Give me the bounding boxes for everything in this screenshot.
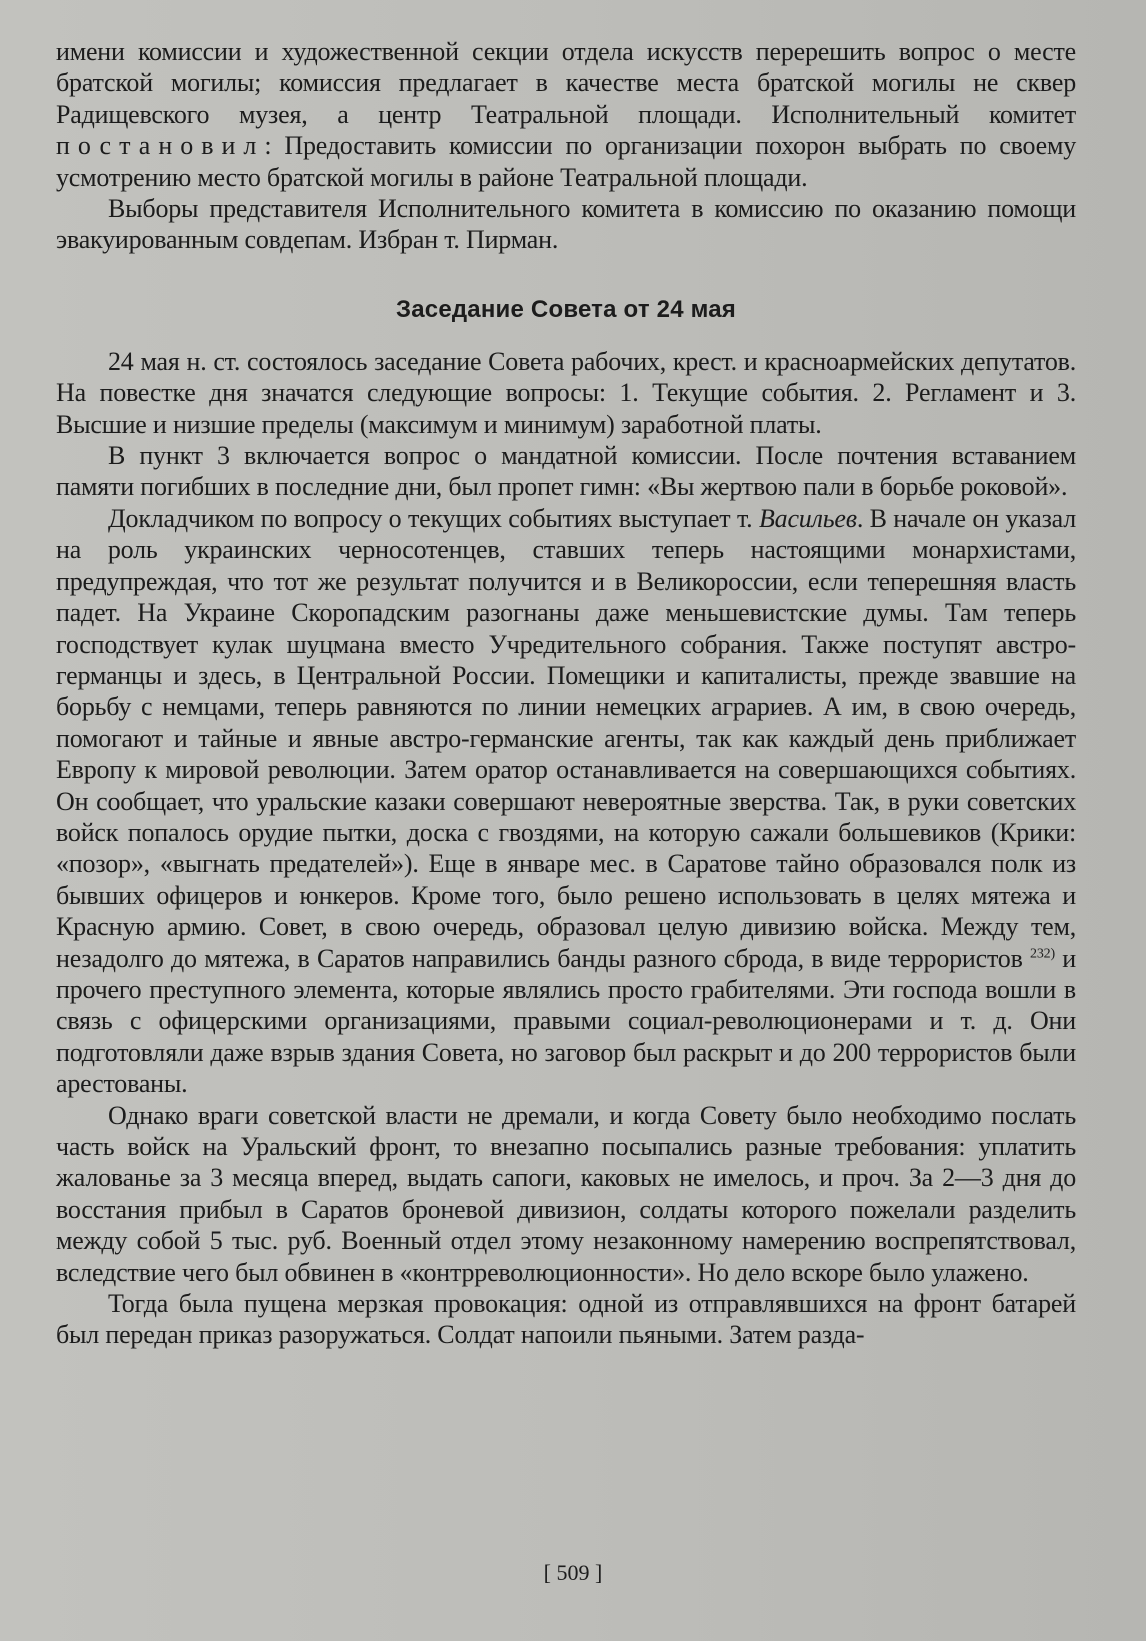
spaced-word: постановил [56,131,265,161]
paragraph-report: Докладчиком по вопросу о текущих событиях выступает т. Васильев. В начале он указал на роль украинских черносотенцев, ставших теперь настоящими монархистами, предупреждая, что тот же результат получится и в Великороссии, если теперешняя власть падет. На Украине Скоропадским разогнаны даже меньшевистские думы. Там теперь господствует кулак шуцмана вместо Учредительного собрания. Также поступят австро-германцы и здесь, в Центральной России. Помещики и капиталисты, прежде звавшие на борьбу с немцами, теперь равняются по линии немецких аграриев. А им, в свою очередь, помогают и тайные и явные австро-германские агенты, так как каждый день приближает Европу к мировой революции. Затем оратор останавливается на совершающихся событиях. Он сообщает, что уральские казаки совершают невероятные зверства. Так, в руки советских войск попалось орудие пытки, доска с гвоздями, на которую сажали большевиков (Крики: «позор», «выгнать предателей»). Еще в январе мес. в Саратове тайно образовался полк из бывших офицеров и юнкеров. Кроме того, было решено использовать в целях мятежа и Красную армию. Совет, в свою очередь, образовал целую дивизию войска. Между тем, незадолго до мятежа, в Саратов направились банды разного сброда, в виде террористов $^{232)}$ и прочего преступного элемента, которые являлись просто грабителями. Эти господа вошли в связь с офицерскими организациями, правыми социал-революционерами и т. д. Они подготовляли даже взрыв здания Совета, но заговор был раскрыт и до 200 террористов были арестованы. [56,503,1077,1099]
paragraph-election: Выборы представителя Исполнительного комитета в комиссию по оказанию помощи эвакуированным совдепам. Избран т. Пирман. [56,194,1076,255]
paragraph-mandate-commission: В пункт 3 включается вопрос о мандатной комиссии. После почтения вставанием памяти погибших в последние дни, был пропет гимн: «Вы жертвою пали в борьбе роковой». [56,441,1076,502]
footnote-marker: 232) [1030,945,1055,961]
paragraph-agenda: 24 мая н. ст. состоялось заседание Совета рабочих, крест. и красноармейских депутатов. На повестке дня значатся следующие вопросы: 1. Текущие события. 2. Регламент и 3. Высшие и низшие пределы (максимум и минимум) заработной платы. [56,346,1076,439]
text-column [56,36,1076,1351]
paragraph-enemies: Однако враги советской власти не дремали, и когда Совету было необходимо послать часть войск на Уральский фронт, то внезапно посыпались разные требования: уплатить жалованье за 3 месяца вперед, выдать сапоги, каковых не имелось, и проч. За 2—3 дня до восстания прибыл в Саратов броневой дивизион, солдаты которого пожелали разделить между собой 5 тыс. руб. Военный отдел этому незаконному намерению воспрепятствовал, вследствие чего был обвинен в «контрреволюционности». Но дело вскоре было улажено. [56,1100,1076,1287]
page-number: [ 509 ] [543,1560,603,1585]
speaker-name: Васильев [758,503,857,533]
paragraph-provocation: Тогда была пущена мерзкая провокация: одной из отправлявшихся на фронт батарей был передан приказ разоружаться. Солдат напоили пьяными. Затем разда- [56,1289,1076,1350]
section-heading: Заседание Совета от 24 мая [396,295,736,323]
paragraph-commission-decision: имени комиссии и художественной секции отдела искусств перерешить вопрос о месте братской могилы; комиссия предлагает в качестве места братской могилы не сквер Радищевского музея, а центр Театральной площади. Исполнительный комитет постановил: Предоставить комиссии по организации похорон выбрать по своему усмотрению место братской могилы в районе Театральной площади. [56,37,1076,192]
